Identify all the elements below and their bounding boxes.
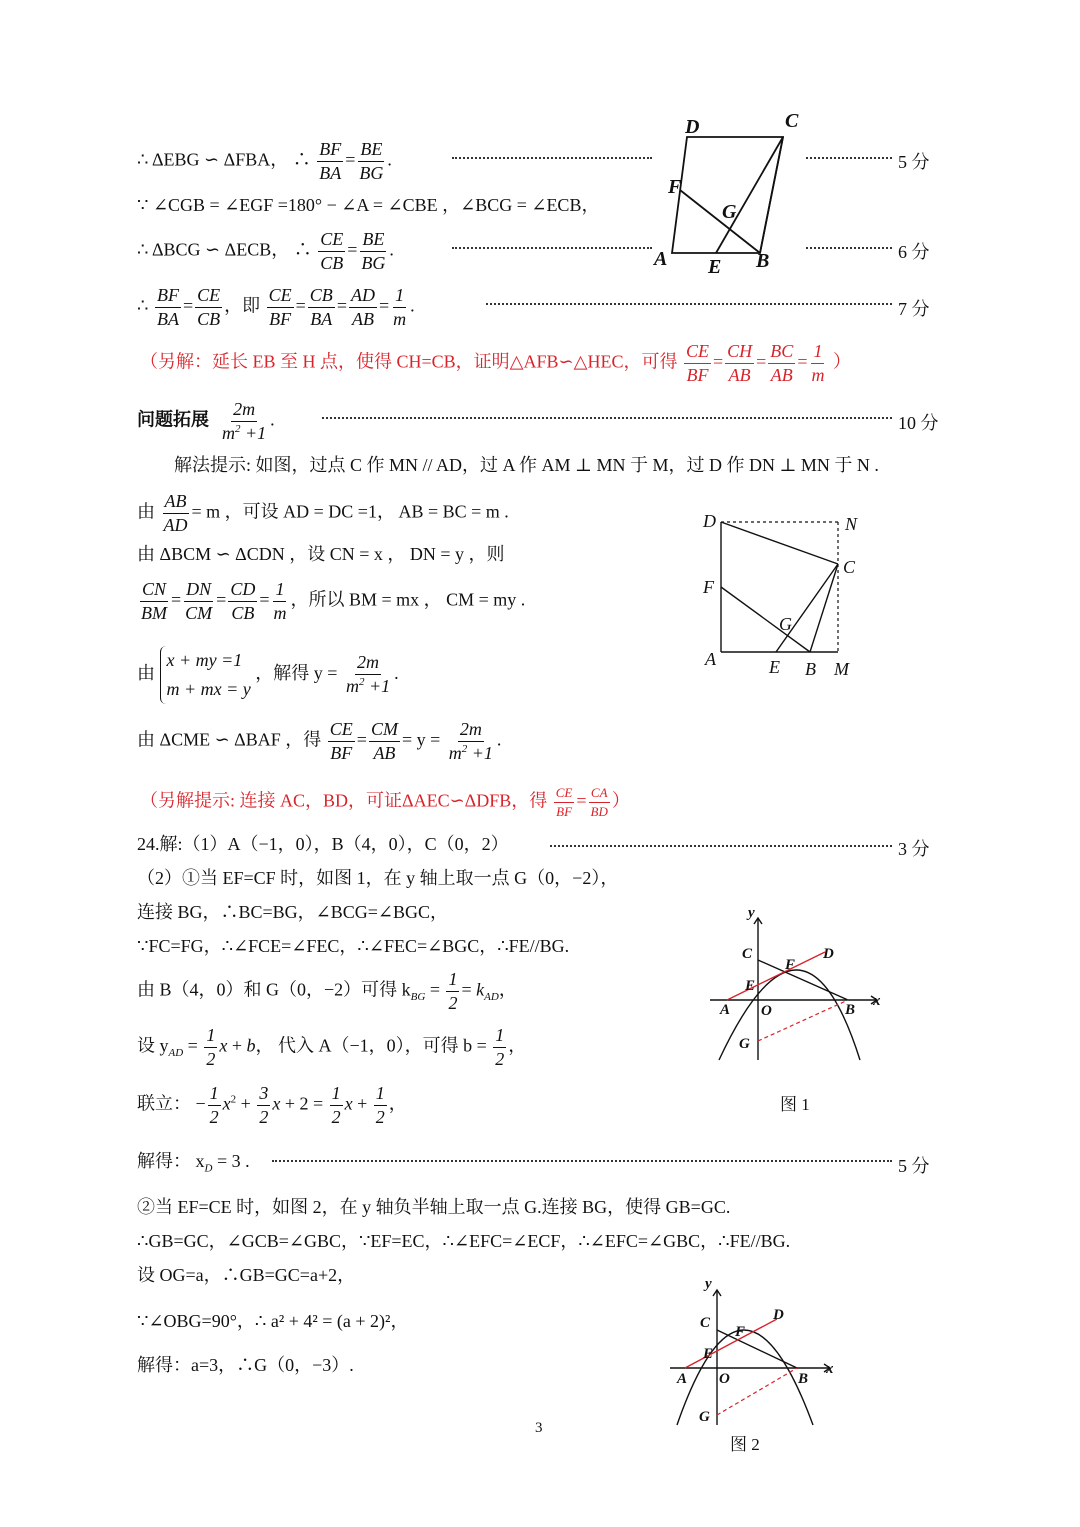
- label-x: x: [873, 993, 881, 1009]
- caption-fig2: 图 2: [730, 1435, 760, 1454]
- frac-ce-cb: $\frac{CE}{CB}$: [320, 229, 344, 273]
- frac: $\frac{1}{2}$: [448, 969, 458, 1013]
- extension-answer: 问题拓展 $\frac{2m}{m^2 +1}$ .: [137, 399, 275, 443]
- label-G: G: [739, 1036, 750, 1052]
- caption-fig1: 图 1: [780, 1095, 810, 1114]
- frac: $\frac{1}{2}$: [495, 1025, 505, 1069]
- alt-solution-1: （另解：延长 EB 至 H 点，使得 CH=CB，证明△AFB∽△HEC，可得 $\frac{CE}{BF}$ = $\frac{CH}{AB}$ = $\frac{BC}{AB}$ = $\frac{1}{m}$ ）: [140, 341, 851, 385]
- frac: $\frac{AB}{AD}$: [163, 491, 188, 535]
- line-system: 由 x + my =1 m + mx = y ，解得 y = $\frac{2m}{m^2 +1}$ .: [137, 646, 399, 704]
- label-E: E: [708, 256, 722, 278]
- frac: $\frac{1}{2}$: [206, 1025, 216, 1069]
- frac: $\frac{CE}{CB}$: [197, 285, 221, 329]
- label-B: B: [756, 250, 770, 272]
- label-M: M: [834, 659, 849, 679]
- line-ebg-fba: ∴ ΔEBG ∽ ΔFBA， ∴ $\frac{BF}{BA}$ = $\frac{BE}{BG}$ .: [137, 139, 392, 183]
- label-A: A: [677, 1371, 688, 1387]
- score-6: 6 分: [898, 242, 930, 262]
- frac: $\frac{1}{2}$: [375, 1083, 385, 1127]
- line-ratio-chain: $\frac{CN}{BM}$ = $\frac{DN}{CM}$ = $\frac{CD}{CB}$ = $\frac{1}{m}$ ，所以 BM = mx ， CM = my .: [141, 579, 526, 623]
- label-G: G: [699, 1409, 710, 1425]
- label-N: N: [845, 514, 858, 534]
- alt-solution-2: （另解提示: 连接 AC，BD，可证ΔAEC∽ΔDFB，得 $\frac{CE}{BF}$ = $\frac{CA}{BD}$ ）: [140, 785, 630, 819]
- equation-system: x + my =1 m + mx = y: [160, 646, 251, 704]
- dot-leader: [486, 303, 892, 305]
- q24-part2b-line2: ∴GB=GC，∠GCB=∠GBC，∵EF=EC，∴∠EFC=∠ECF，∴∠EFC=∠GBC，∴FE//BG.: [137, 1231, 791, 1251]
- dot-leader: [272, 1160, 892, 1162]
- q24-part2b-line1: ②当 EF=CE 时，如图 2，在 y 轴负半轴上取一点 G.连接 BG，使得 GB=GC.: [137, 1197, 731, 1217]
- frac: $\frac{CB}{BA}$: [309, 285, 333, 329]
- frac: $\frac{1}{2}$: [331, 1083, 341, 1127]
- frac: $\frac{CN}{BM}$: [141, 579, 167, 623]
- frac: $\frac{1}{m}$: [393, 285, 407, 329]
- dot-leader: [452, 247, 652, 249]
- q24-part2-line2: 连接 BG，∴BC=BG，∠BCG=∠BGC，: [137, 902, 449, 922]
- label-B: B: [845, 1002, 856, 1018]
- label-A: A: [705, 649, 716, 669]
- score-5b: 5 分: [898, 1156, 930, 1176]
- q24-part2b-line4: ∵∠OBG=90°，∴ a² + 4² = (a + 2)²，: [137, 1311, 409, 1331]
- frac: $\frac{AD}{AB}$: [350, 285, 375, 329]
- frac-bf-ba: $\frac{BF}{BA}$: [319, 139, 342, 183]
- label-D: D: [703, 511, 716, 531]
- q24-combine: 联立： − $\frac{1}{2}$ $x^2$ + $\frac{3}{2}$ x + 2 = $\frac{1}{2}$ x + $\frac{1}{2}$ ，: [137, 1083, 407, 1127]
- frac: $\frac{CE}{BF}$: [555, 785, 573, 819]
- figure-extension: [695, 505, 870, 685]
- label-F: F: [735, 1324, 746, 1340]
- label-C: C: [742, 946, 753, 962]
- label-F: F: [785, 957, 796, 973]
- dot-leader: [322, 417, 892, 419]
- frac: $\frac{2m}{m^2 +1}$: [448, 719, 493, 763]
- q24-part2-line1: （2）①当 EF=CF 时，如图 1，在 y 轴上取一点 G（0，−2），: [137, 868, 619, 888]
- line-ab-ad: 由 $\frac{AB}{AD}$ = m ，可设 AD = DC =1， AB = BC = m .: [137, 491, 509, 535]
- label-A: A: [720, 1002, 731, 1018]
- label-B: B: [798, 1371, 809, 1387]
- frac: $\frac{BF}{BA}$: [156, 285, 179, 329]
- frac: $\frac{1}{m}$: [811, 341, 825, 385]
- line-conclusion: ∴ $\frac{BF}{BA}$ = $\frac{CE}{CB}$ ，即 $\frac{CE}{BF}$ = $\frac{CB}{BA}$ = $\frac{AD}{AB}$ = $\frac{1}{m}$ .: [137, 285, 415, 329]
- line-angle-cgb: ∵ ∠CGB = ∠EGF =180° − ∠A = ∠CBE ，∠BCG = ∠ECB，: [137, 195, 600, 215]
- figure-parallelogram: [650, 105, 810, 280]
- label-E: E: [745, 978, 756, 994]
- figure-1-parabola: [705, 900, 890, 1070]
- frac-be-bg-2: $\frac{BE}{BG}$: [361, 229, 386, 273]
- frac: $\frac{DN}{CM}$: [185, 579, 213, 623]
- label-C: C: [785, 110, 799, 132]
- dot-leader: [806, 247, 892, 249]
- label-y: y: [705, 1276, 712, 1292]
- label-C: C: [843, 557, 856, 577]
- frac: $\frac{CH}{AB}$: [727, 341, 753, 385]
- dot-leader: [806, 157, 892, 159]
- label-O: O: [719, 1371, 730, 1387]
- label-O: O: [761, 1003, 772, 1019]
- q24-slope: 由 B（4，0）和 G（0，−2）可得 $k_{BG}$ = $\frac{1}{2}$ = $k_{AD}$，: [137, 969, 517, 1013]
- score-10: 10 分: [898, 413, 939, 433]
- frac: $\frac{CE}{BF}$: [329, 719, 353, 763]
- frac-be-bg: $\frac{BE}{BG}$: [359, 139, 384, 183]
- figure-2-parabola: [665, 1275, 850, 1435]
- score-3: 3 分: [898, 839, 930, 859]
- label-E: E: [703, 1346, 714, 1362]
- q24-part2b-line3: 设 OG=a，∴GB=GC=a+2，: [137, 1265, 356, 1285]
- label-E: E: [769, 657, 780, 677]
- line-ad: [685, 1319, 777, 1368]
- q24-part2b-line5: 解得：a=3，∴G（0，−3）.: [137, 1355, 354, 1375]
- label-C: C: [700, 1315, 711, 1331]
- line-cme-baf: 由 ΔCME ∽ ΔBAF ，得 $\frac{CE}{BF}$ = $\frac{CM}{AB}$ = y = $\frac{2m}{m^2 +1}$ .: [137, 719, 502, 763]
- frac: $\frac{2m}{m^2 +1}$: [345, 652, 391, 697]
- label-y: y: [748, 905, 755, 921]
- page-number: 3: [535, 1420, 543, 1436]
- label-A: A: [654, 248, 668, 270]
- label-B: B: [805, 659, 816, 679]
- label-G: G: [722, 201, 737, 223]
- q24-part1: 24.解:（1）A（−1，0），B（4，0），C（0，2）: [137, 834, 509, 854]
- solution-hint: 解法提示: 如图，过点 C 作 MN // AD，过 A 作 AM ⊥ MN 于 M，过 D 作 DN ⊥ MN 于 N .: [174, 455, 879, 475]
- frac: $\frac{CD}{CB}$: [230, 579, 256, 623]
- label-G: G: [779, 614, 792, 634]
- frac: $\frac{CA}{BD}$: [590, 785, 608, 819]
- q24-xd: 解得： $x_D = 3$ .: [137, 1151, 250, 1175]
- frac: $\frac{BC}{AB}$: [770, 341, 794, 385]
- score-5: 5 分: [898, 152, 930, 172]
- score-7: 7 分: [898, 299, 930, 319]
- label-F: F: [668, 176, 682, 198]
- frac: $\frac{1}{m}$: [273, 579, 287, 623]
- q24-line-ad: 设 $y_{AD}$ = $\frac{1}{2}$ x + b， 代入 A（−1，0），可得 b = $\frac{1}{2}$ ，: [137, 1025, 527, 1069]
- frac: $\frac{CM}{AB}$: [370, 719, 398, 763]
- frac: $\frac{2m}{m^2 +1}$: [222, 399, 267, 443]
- line-bcm-cdn: 由 ΔBCM ∽ ΔCDN ，设 CN = x ， DN = y ，则: [137, 544, 505, 564]
- q24-part2-line3: ∵FC=FG，∴∠FCE=∠FEC，∴∠FEC=∠BGC，∴FE//BG.: [137, 936, 570, 956]
- line-bcg-ecb: ∴ ΔBCG ∽ ΔECB， ∴ $\frac{CE}{CB}$ = $\frac{BE}{BG}$ .: [137, 229, 394, 273]
- frac: $\frac{3}{2}$: [259, 1083, 269, 1127]
- dot-leader: [550, 845, 892, 847]
- frac: $\frac{1}{2}$: [209, 1083, 219, 1127]
- dot-leader: [452, 157, 652, 159]
- label-F: F: [703, 577, 714, 597]
- frac: $\frac{CE}{BF}$: [268, 285, 292, 329]
- label-D: D: [685, 116, 700, 138]
- frac: $\frac{CE}{BF}$: [685, 341, 709, 385]
- label-D: D: [823, 946, 834, 962]
- label-x: x: [826, 1361, 834, 1377]
- label-D: D: [773, 1307, 784, 1323]
